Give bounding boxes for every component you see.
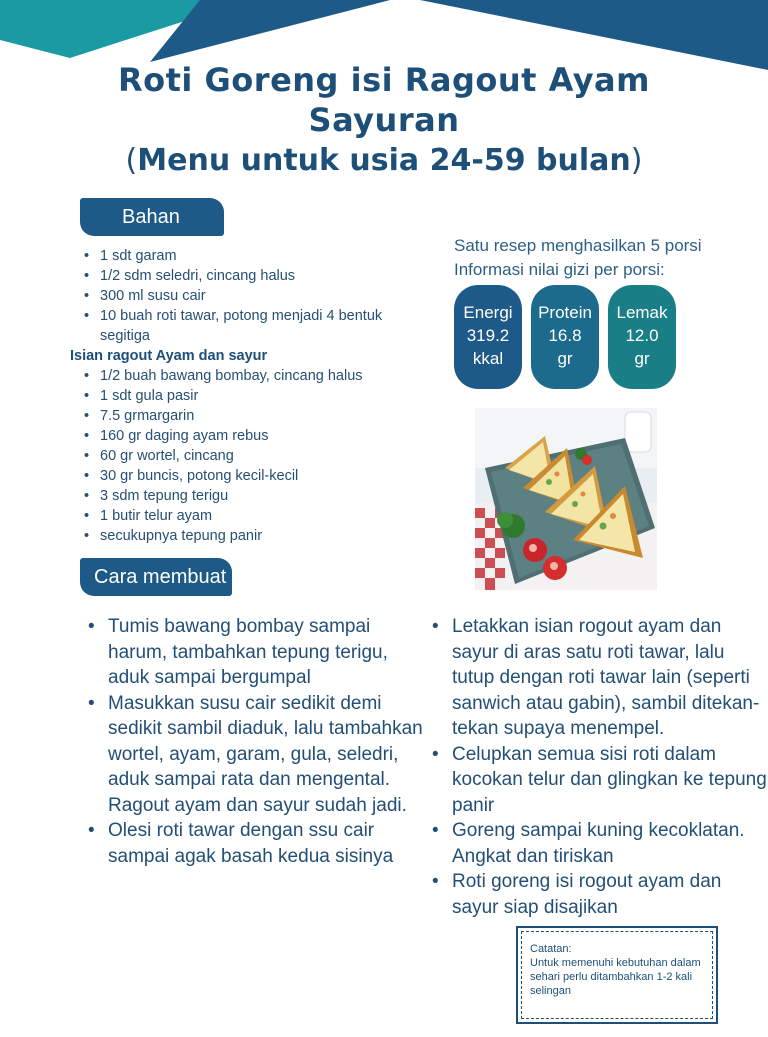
subtitle-text: Menu untuk usia 24-59 bulan [137, 143, 631, 178]
food-photo [475, 408, 657, 590]
protein-label: Protein [538, 303, 592, 322]
steps-right-column [430, 614, 768, 920]
list-item: • 3 sdm tepung terigu [100, 486, 430, 506]
fat-label: Lemak [616, 303, 668, 322]
list-item: • Olesi roti tawar dengan ssu cair sampai agak basah kedua sisinya [86, 818, 426, 869]
page-title-line2: Sayuran [308, 101, 460, 139]
list-item: • 300 ml susu cair [100, 286, 430, 306]
nutrition-info-text: Informasi nilai gizi per porsi: [454, 260, 665, 279]
list-item: • Celupkan semua sisi roti dalam kocokan telur dan glingkan ke tepung panir [430, 742, 768, 819]
ingredients-list [70, 246, 430, 546]
page-subtitle [0, 140, 768, 182]
list-item: • 1/2 buah bawang bombay, cincang halus [100, 366, 430, 386]
energy-badge [454, 285, 522, 389]
list-item: • 160 gr daging ayam rebus [100, 426, 430, 446]
protein-value: 16.8 [548, 326, 582, 345]
fat-badge [608, 285, 676, 389]
list-item: • 1 sdt gula pasir [100, 386, 430, 406]
protein-badge [531, 285, 599, 389]
note-text: Untuk memenuhi kebutuhan dalam sehari perlu ditambahkan 1-2 kali selingan [530, 957, 701, 997]
note-heading: Catatan: [530, 943, 572, 955]
list-item: • 10 buah roti tawar, potong menjadi 4 bentuk segitiga [100, 306, 430, 346]
protein-unit: gr [557, 349, 573, 368]
list-item: • secukupnya tepung panir [100, 526, 430, 546]
steps-left-column [86, 614, 426, 869]
subtitle-close-paren: ) [630, 143, 643, 178]
cara-heading: Cara membuat [80, 558, 232, 596]
energy-label: Energi [463, 303, 513, 322]
list-item: • 60 gr wortel, cincang [100, 446, 430, 466]
list-item: • 7.5 grmargarin [100, 406, 430, 426]
list-item: • Tumis bawang bombay sampai harum, tambahkan tepung terigu, aduk sampai bergumpal [86, 614, 426, 691]
fat-value: 12.0 [625, 326, 659, 345]
title-block [0, 60, 768, 182]
bahan-heading: Bahan [80, 198, 224, 236]
list-item: • 1/2 sdm seledri, cincang halus [100, 266, 430, 286]
list-item: • Goreng sampai kuning kecoklatan. Angkat dan tiriskan [430, 818, 768, 869]
note-box [516, 926, 718, 1024]
list-item: • 1 butir telur ayam [100, 506, 430, 526]
yield-text: Satu resep menghasilkan 5 porsi [454, 236, 702, 255]
list-item: • Roti goreng isi rogout ayam dan sayur siap disajikan [430, 869, 768, 920]
nutrition-intro [454, 234, 702, 282]
energy-unit: kkal [472, 349, 504, 368]
energy-value: 319.2 [466, 326, 510, 345]
isian-heading: Isian ragout Ayam dan sayur [70, 348, 268, 364]
page-title: Roti Goreng isi Ragout Ayam [118, 61, 650, 99]
note-inner [521, 931, 713, 1019]
list-item: • Letakkan isian rogout ayam dan sayur di aras satu roti tawar, lalu tutup dengan roti tawar lain (seperti sanwich atau gabin), sambil ditekan-tekan supaya menempel. [430, 614, 768, 742]
subtitle-open-paren: ( [125, 143, 138, 178]
list-item: • 1 sdt garam [100, 246, 430, 266]
list-item: • 30 gr buncis, potong kecil-kecil [100, 466, 430, 486]
fat-unit: gr [634, 349, 650, 368]
list-item: • Masukkan susu cair sedikit demi sedikit sambil diaduk, lalu tambahkan wortel, ayam, garam, gula, seledri, aduk sampai rata dan mengental. Ragout ayam dan sayur sudah jadi. [86, 691, 426, 819]
